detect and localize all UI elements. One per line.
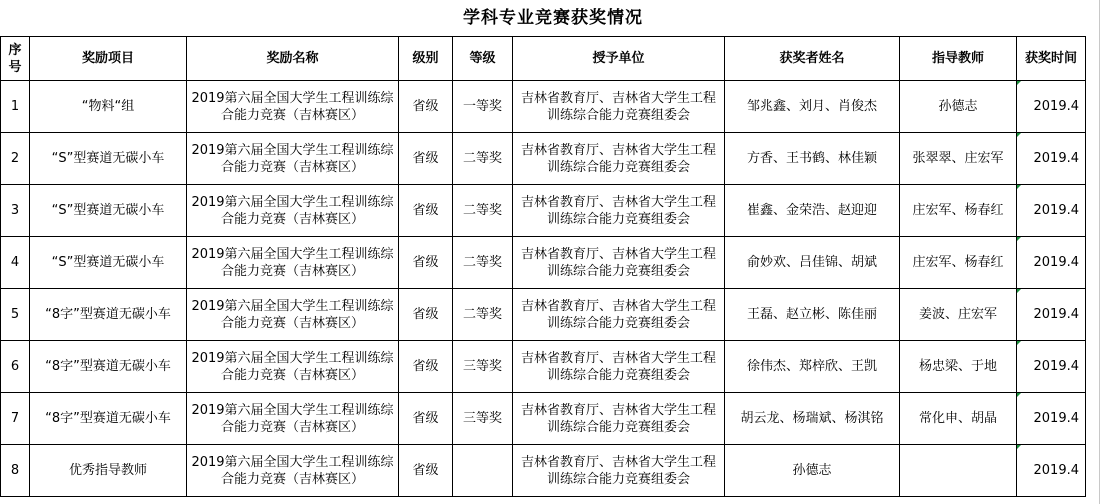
header-winners: 获奖者姓名	[725, 37, 900, 81]
cell-advisor: 常化申、胡晶	[900, 393, 1017, 445]
cell-winners: 俞妙欢、吕佳锦、胡斌	[725, 237, 900, 289]
cell-issuer: 吉林省教育厅、吉林省大学生工程训练综合能力竞赛组委会	[513, 445, 725, 497]
table-row	[1, 393, 1086, 445]
cell-issuer: 吉林省教育厅、吉林省大学生工程训练综合能力竞赛组委会	[513, 133, 725, 185]
cell-project: 优秀指导教师	[30, 445, 187, 497]
header-issuer: 授予单位	[513, 37, 725, 81]
cell-award-name: 2019第六届全国大学生工程训练综合能力竞赛（吉林赛区）	[187, 237, 399, 289]
cell-level: 省级	[399, 81, 453, 133]
cell-advisor	[900, 445, 1017, 497]
cell-date: 2019.4	[1017, 133, 1086, 185]
cell-grade: 三等奖	[453, 393, 513, 445]
cell-date: 2019.4	[1017, 393, 1086, 445]
cell-grade: 二等奖	[453, 237, 513, 289]
cell-advisor: 姜波、庄宏军	[900, 289, 1017, 341]
cell-grade: 三等奖	[453, 341, 513, 393]
cell-project: “物料“组	[30, 81, 187, 133]
table-row	[1, 133, 1086, 185]
cell-advisor: 杨忠梁、于地	[900, 341, 1017, 393]
cell-advisor: 庄宏军、杨春红	[900, 185, 1017, 237]
header-award-name: 奖励名称	[187, 37, 399, 81]
cell-level: 省级	[399, 445, 453, 497]
cell-index: 5	[1, 289, 30, 341]
cell-award-name: 2019第六届全国大学生工程训练综合能力竞赛（吉林赛区）	[187, 289, 399, 341]
cell-grade: 一等奖	[453, 81, 513, 133]
cell-winners: 徐伟杰、郑梓欣、王凯	[725, 341, 900, 393]
cell-award-name: 2019第六届全国大学生工程训练综合能力竞赛（吉林赛区）	[187, 445, 399, 497]
cell-index: 1	[1, 81, 30, 133]
cell-level: 省级	[399, 133, 453, 185]
table-row	[1, 237, 1086, 289]
cell-issuer: 吉林省教育厅、吉林省大学生工程训练综合能力竞赛组委会	[513, 289, 725, 341]
cell-issuer: 吉林省教育厅、吉林省大学生工程训练综合能力竞赛组委会	[513, 341, 725, 393]
cell-advisor: 庄宏军、杨春红	[900, 237, 1017, 289]
cell-project: “S”型赛道无碳小车	[30, 237, 187, 289]
cell-project: “S”型赛道无碳小车	[30, 133, 187, 185]
cell-advisor: 张翠翠、庄宏军	[900, 133, 1017, 185]
cell-date: 2019.4	[1017, 289, 1086, 341]
cell-level: 省级	[399, 341, 453, 393]
cell-winners: 孙德志	[725, 445, 900, 497]
cell-winners: 胡云龙、杨瑞斌、杨淇铭	[725, 393, 900, 445]
cell-date: 2019.4	[1017, 185, 1086, 237]
sheet-edge-divider	[1099, 0, 1100, 504]
cell-award-name: 2019第六届全国大学生工程训练综合能力竞赛（吉林赛区）	[187, 341, 399, 393]
table-row	[1, 445, 1086, 497]
cell-index: 6	[1, 341, 30, 393]
cell-grade: 二等奖	[453, 289, 513, 341]
cell-grade: 二等奖	[453, 133, 513, 185]
header-grade: 等级	[453, 37, 513, 81]
cell-level: 省级	[399, 289, 453, 341]
cell-winners: 崔鑫、金荣浩、赵迎迎	[725, 185, 900, 237]
cell-issuer: 吉林省教育厅、吉林省大学生工程训练综合能力竞赛组委会	[513, 393, 725, 445]
cell-index: 8	[1, 445, 30, 497]
cell-award-name: 2019第六届全国大学生工程训练综合能力竞赛（吉林赛区）	[187, 133, 399, 185]
cell-level: 省级	[399, 185, 453, 237]
cell-winners: 王磊、赵立彬、陈佳丽	[725, 289, 900, 341]
cell-level: 省级	[399, 237, 453, 289]
cell-issuer: 吉林省教育厅、吉林省大学生工程训练综合能力竞赛组委会	[513, 237, 725, 289]
cell-date: 2019.4	[1017, 237, 1086, 289]
cell-winners: 邹兆鑫、刘月、肖俊杰	[725, 81, 900, 133]
cell-date: 2019.4	[1017, 341, 1086, 393]
cell-project: “S”型赛道无碳小车	[30, 185, 187, 237]
table-row	[1, 341, 1086, 393]
cell-index: 4	[1, 237, 30, 289]
header-level: 级别	[399, 37, 453, 81]
cell-winners: 方香、王书鹤、林佳颖	[725, 133, 900, 185]
cell-grade	[453, 445, 513, 497]
cell-issuer: 吉林省教育厅、吉林省大学生工程训练综合能力竞赛组委会	[513, 185, 725, 237]
cell-award-name: 2019第六届全国大学生工程训练综合能力竞赛（吉林赛区）	[187, 81, 399, 133]
cell-issuer: 吉林省教育厅、吉林省大学生工程训练综合能力竞赛组委会	[513, 81, 725, 133]
table-row	[1, 81, 1086, 133]
table-row	[1, 289, 1086, 341]
cell-index: 2	[1, 133, 30, 185]
header-date: 获奖时间	[1017, 37, 1086, 81]
header-index: 序号	[1, 37, 30, 81]
cell-date: 2019.4	[1017, 81, 1086, 133]
header-project: 奖励项目	[30, 37, 187, 81]
cell-project: “8字”型赛道无碳小车	[30, 393, 187, 445]
table-row	[1, 185, 1086, 237]
cell-award-name: 2019第六届全国大学生工程训练综合能力竞赛（吉林赛区）	[187, 185, 399, 237]
cell-date: 2019.4	[1017, 445, 1086, 497]
cell-project: “8字”型赛道无碳小车	[30, 341, 187, 393]
page-title: 学科专业竞赛获奖情况	[463, 8, 643, 28]
awards-table	[0, 36, 1086, 497]
cell-level: 省级	[399, 393, 453, 445]
table-header-row	[1, 37, 1086, 81]
cell-index: 3	[1, 185, 30, 237]
cell-award-name: 2019第六届全国大学生工程训练综合能力竞赛（吉林赛区）	[187, 393, 399, 445]
cell-index: 7	[1, 393, 30, 445]
header-advisor: 指导教师	[900, 37, 1017, 81]
cell-project: “8字”型赛道无碳小车	[30, 289, 187, 341]
cell-advisor: 孙德志	[900, 81, 1017, 133]
cell-grade: 二等奖	[453, 185, 513, 237]
